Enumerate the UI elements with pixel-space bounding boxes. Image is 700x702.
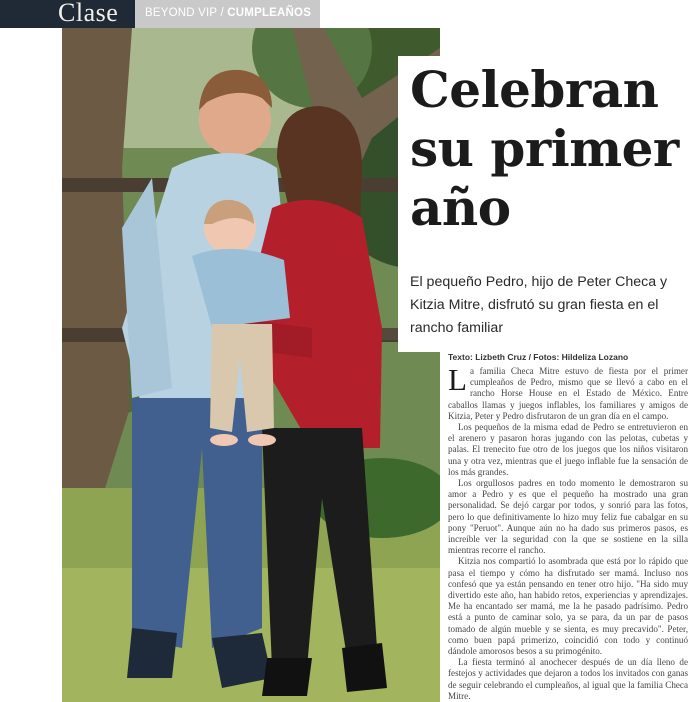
body-paragraph: Los pequeños de la misma edad de Pedro se entretuvieron en el arenero y pasaron horas jugando con las pelotas, cubetas y palas. El trenecito fue otro de los juegos que los niños visitaron una y otra vez, mientras que el juego inflable fue la sensación de los más grandes. (448, 422, 688, 477)
body-paragraph: Kitzia nos compartió lo asombrada que está por lo rápido que pasa el tiempo y cómo ha disfrutado ser mamá. Incluso nos confesó que ya están pensando en tener otro hijo. "Ha sido muy divertido este año, han habido retos, experiencias y aprendizajes. Me ha encantado ser mamá, me la he pasado padrísimo. Pedro está a punto de caminar solo, ya se para, da un par de pasos tomado de algún mueble y se sienta, es muy precavido". Peter, como buen papá primerizo, coincidió con todo y continuó dándole amorosos besos a su primogénito. (448, 556, 688, 657)
article-title (410, 60, 695, 237)
magazine-logo: Clase (58, 0, 119, 27)
body-paragraph-text: a familia Checa Mitre estuvo de fiesta por el primer cumpleaños de Pedro, mismo que se llevó a cabo en el rancho Horse House en el Estado de México. Entre caballos llamas y juegos inflables, los familiares y amigos de Kitzia, Peter y Pedro disfrutaron de un gran día en el campo. (448, 366, 688, 421)
photo-caption-line (430, 503, 440, 514)
title-line: año (410, 178, 511, 237)
section-label (135, 0, 320, 28)
section-prefix: BEYOND VIP / (145, 7, 228, 19)
body-paragraph: Los orgullosos padres en todo momento le demostraron su amor a Pedro y es que el pequeño ha mostrado una gran personalidad. Se dejó cargar por todos, y sonrió para las fotos, pero lo que definitivamente lo hizo muy feliz fue cabalgar en su pony "Peruot". Aunque aún no ha dado sus primeros pasos, es increíble ver la seguridad con la que se sostiene en la silla mientras recorre el rancho. (448, 478, 688, 556)
body-paragraph: La fiesta terminó al anochecer después de un día lleno de festejos y actividades que dejaron a todos los invitados con ganas de seguir celebrando el cumpleaños, al igual que la familia Checa Mitre. (448, 657, 688, 701)
family-photo-illustration (62, 28, 440, 702)
magazine-header (0, 0, 320, 28)
section-breadcrumb (145, 7, 311, 19)
section-name: CUMPLEAÑOS (227, 7, 312, 19)
title-line: Celebran (410, 60, 659, 119)
article-deck: El pequeño Pedro, hijo de Peter Checa y Kitzia Mitre, disfrutó su gran fiesta en el rancho familiar (410, 274, 668, 336)
photo-caption-line (430, 481, 440, 492)
title-line: su primer (410, 119, 679, 178)
article-body (448, 362, 688, 702)
article-credits: Texto: Lizbeth Cruz / Fotos: Hildeliza Lozano (448, 352, 629, 362)
photo-caption-line (430, 492, 440, 503)
family-photo (62, 28, 440, 702)
photo-caption (430, 470, 440, 514)
drop-cap: L (448, 362, 467, 397)
body-paragraph (448, 362, 688, 422)
photo-caption-line (430, 470, 440, 481)
